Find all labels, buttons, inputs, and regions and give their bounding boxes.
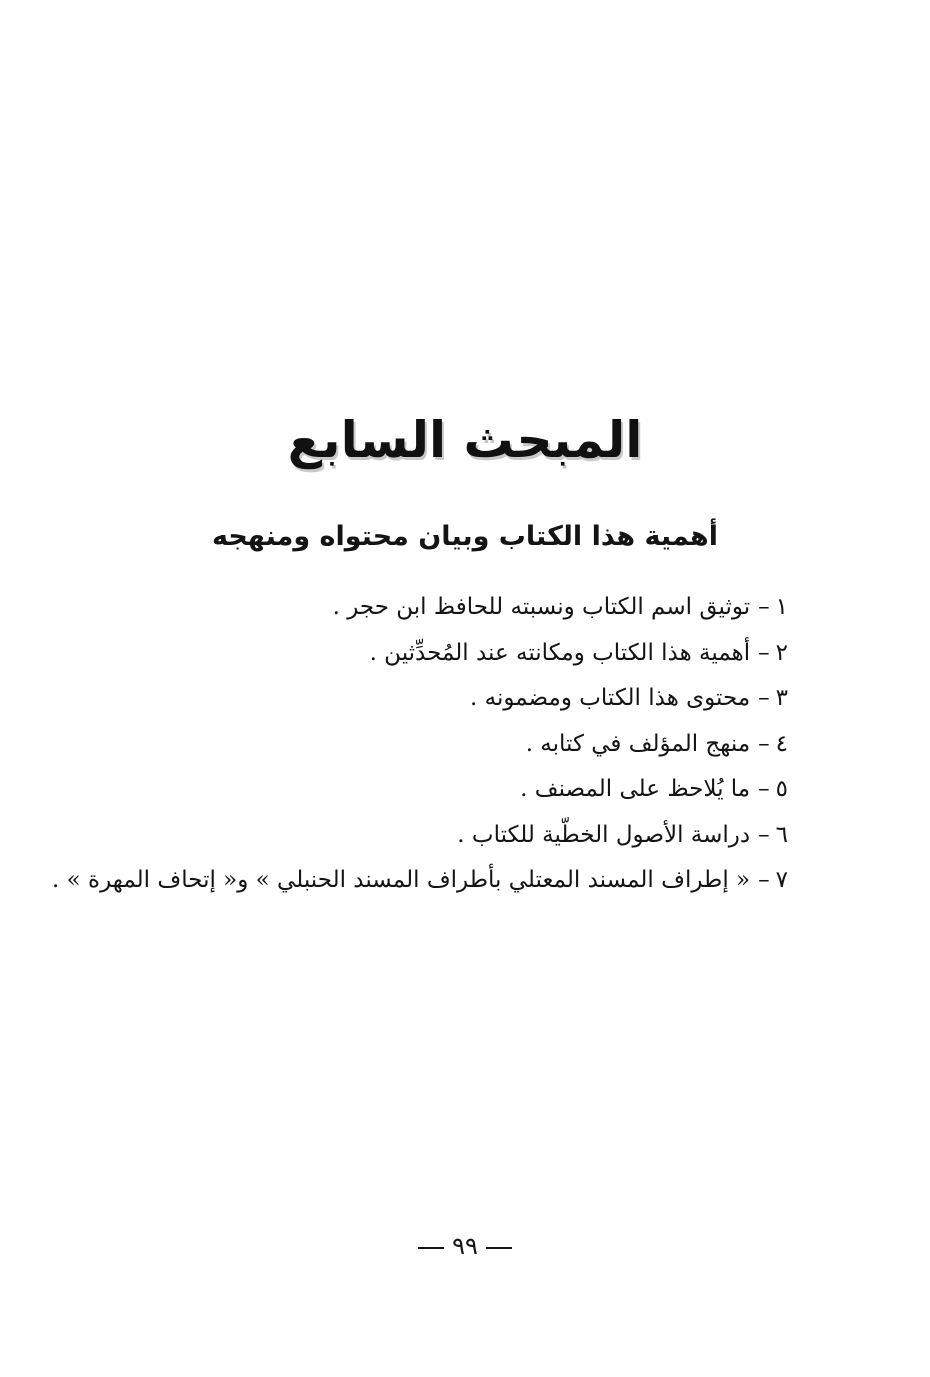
toc-item bbox=[108, 676, 788, 722]
toc-item-number: ٧ bbox=[775, 867, 788, 893]
toc-dash: – bbox=[758, 776, 770, 802]
toc-item-text: ما يُلاحظ على المصنف . bbox=[520, 776, 751, 802]
right-rule bbox=[486, 1247, 512, 1249]
toc-item bbox=[108, 767, 788, 813]
toc-item-text: « إطراف المسند المعتلي بأطراف المسند الحنبلي » و« إتحاف المهرة » . bbox=[52, 867, 751, 893]
toc-item bbox=[52, 858, 788, 904]
toc-item-text: دراسة الأصول الخطّية للكتاب . bbox=[457, 821, 751, 848]
toc-item-text: أهمية هذا الكتاب ومكانته عند المُحدِّثين . bbox=[369, 639, 751, 666]
toc-item-text: منهج المؤلف في كتابه . bbox=[525, 730, 751, 757]
toc-item bbox=[108, 631, 788, 677]
chapter-subtitle: أهمية هذا الكتاب وبيان محتواه ومنهجه bbox=[211, 521, 719, 552]
toc-list bbox=[52, 585, 788, 904]
toc-item-number: ٦ bbox=[775, 821, 788, 848]
toc-item-number: ٣ bbox=[775, 685, 788, 711]
toc-item-text: توثيق اسم الكتاب ونسبته للحافظ ابن حجر . bbox=[332, 594, 751, 620]
toc-dash: – bbox=[758, 730, 770, 757]
toc-item-number: ٢ bbox=[775, 639, 788, 666]
left-rule bbox=[418, 1247, 444, 1249]
toc-item-number: ٥ bbox=[775, 776, 788, 802]
chapter-title: المبحث السابع bbox=[287, 411, 643, 469]
page-number bbox=[0, 1226, 930, 1266]
page-number-value: ٩٩ bbox=[452, 1232, 478, 1260]
toc-item bbox=[108, 813, 788, 859]
toc-dash: – bbox=[758, 685, 770, 711]
toc-item bbox=[108, 722, 788, 768]
toc-item bbox=[108, 585, 788, 631]
toc-item-number: ٤ bbox=[775, 730, 788, 757]
toc-dash: – bbox=[758, 594, 770, 620]
toc-dash: – bbox=[758, 867, 770, 893]
toc-dash: – bbox=[758, 821, 770, 848]
toc-item-text: محتوى هذا الكتاب ومضمونه . bbox=[470, 685, 751, 711]
toc-dash: – bbox=[758, 639, 770, 666]
toc-item-number: ١ bbox=[775, 594, 788, 620]
